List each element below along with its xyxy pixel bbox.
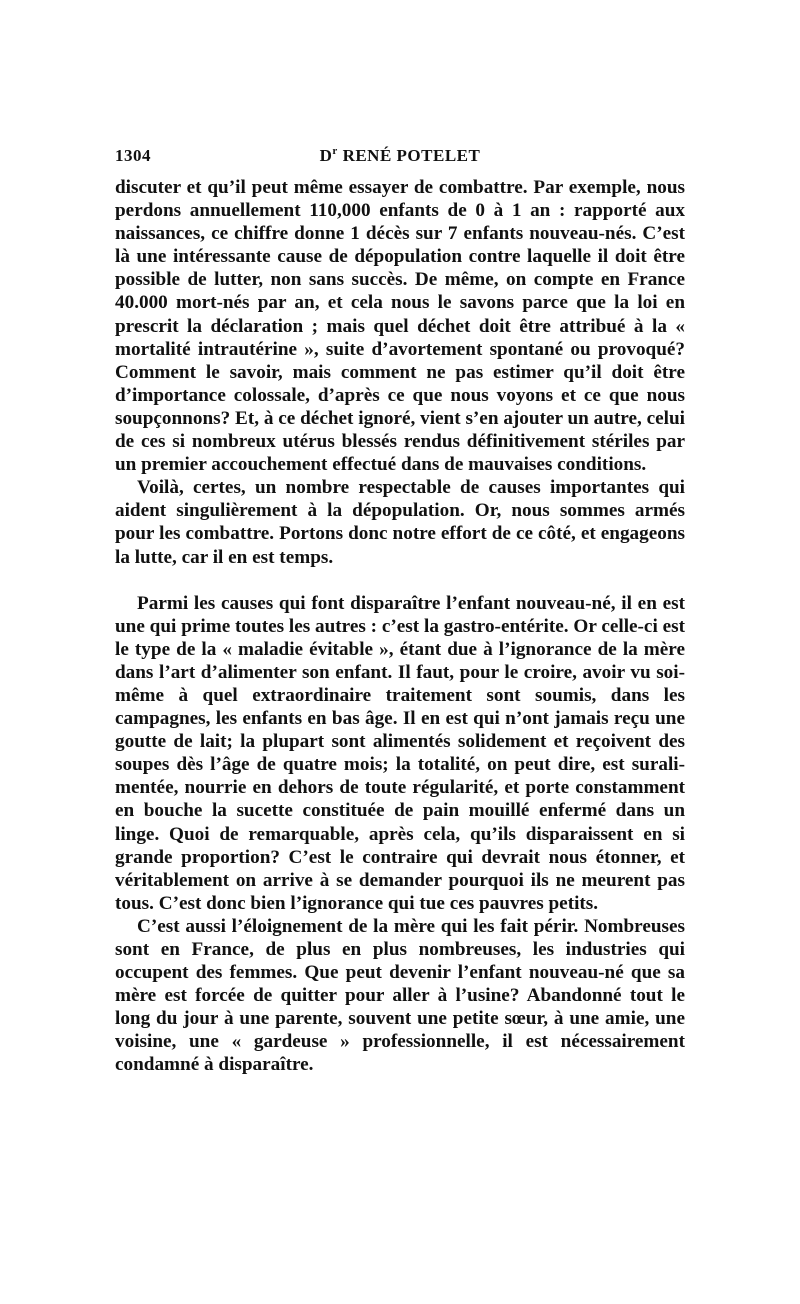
paragraph-gastro-enterite: Parmi les causes qui font disparaître l’enfant nouveau-né, il en est une qui prime toutes les autres : c’est la gastro-entérite. Or celle-ci est le type de la « maladie évitable », étant due à l’ignorance de la mère dans l’art d’alimenter son enfant. Il faut, pour le croire, avoir vu soi-même à quel extraordinaire traitement sont soumis, dans les campagnes, les enfants en bas âge. Il en est qui n’ont jamais reçu une goutte de lait; la plupart sont alimentés solidement et reçoivent des soupes dès l’âge de quatre mois; la totalité, on peut dire, est suralimentée, nourrie en dehors de toute régularité, et porte constamment en bouche la sucette constituée de pain mouillé enfermé dans un linge. Quoi de remarquable, après cela, qu’ils disparaissent en si grande proportion? C’est le contraire qui devrait nous étonner, et véritablement on arrive à se demander pourquoi ils ne meurent pas tous. C’est donc bien l’ignorance qui tue ces pauvres petits.: [115, 592, 685, 914]
paragraph-continuation: discuter et qu’il peut même essayer de combattre. Par exemple, nous perdons annuellement 110,000 enfants de 0 à 1 an : rapporté aux naissances, ce chiffre donne 1 décès sur 7 enfants nouveau-nés. C’est là une intéressante cause de dépopulation contre laquelle il doit être possible de lutter, non sans succès. De même, on compte en France 40.000 mort-nés par an, et cela nous le savons parce que la loi en prescrit la déclaration ; mais quel déchet doit être attribué à la « mortalité intrautérine », suite d’avortement spontané ou provoqué? Comment le savoir, mais comment ne pas estimer qu’il doit être d’importance colossale, d’après ce que nous voyons et ce que nous soupçonnons? Et, à ce déchet ignoré, vient s’en ajouter un autre, celui de ces si nombreux utérus blessés rendus définitivement stériles par un premier accouchement effectué dans de mauvaises conditions.: [115, 177, 685, 476]
author-prefix-superscript: r: [332, 145, 338, 157]
body-text: [115, 176, 685, 1077]
page-header: [115, 138, 685, 168]
page-number: 1304: [115, 146, 151, 165]
running-title: [115, 146, 685, 166]
paragraph-causes-summary: Voilà, certes, un nombre respectable de causes importantes qui aident singulièrement à la dépopulation. Or, nous sommes armés pour les combattre. Portons donc notre effort de ce côté, et engageons la lutte, car il en est temps.: [115, 477, 685, 568]
book-page: [115, 138, 685, 1077]
paragraph-maternal-absence: C’est aussi l’éloignement de la mère qui les fait périr. Nombreuses sont en France, de plus en plus nombreuses, les industries qui occupent des femmes. Que peut devenir l’enfant nouveau-né que sa mère est forcée de quitter pour aller à l’usine? Abandonné tout le long du jour à une parente, souvent une petite sœur, à une amie, une voisine, une « gardeuse » professionnelle, il est nécessairement condamné à disparaître.: [115, 915, 685, 1076]
author-prefix: D: [319, 146, 333, 165]
author-name: RENÉ POTELET: [342, 146, 481, 165]
